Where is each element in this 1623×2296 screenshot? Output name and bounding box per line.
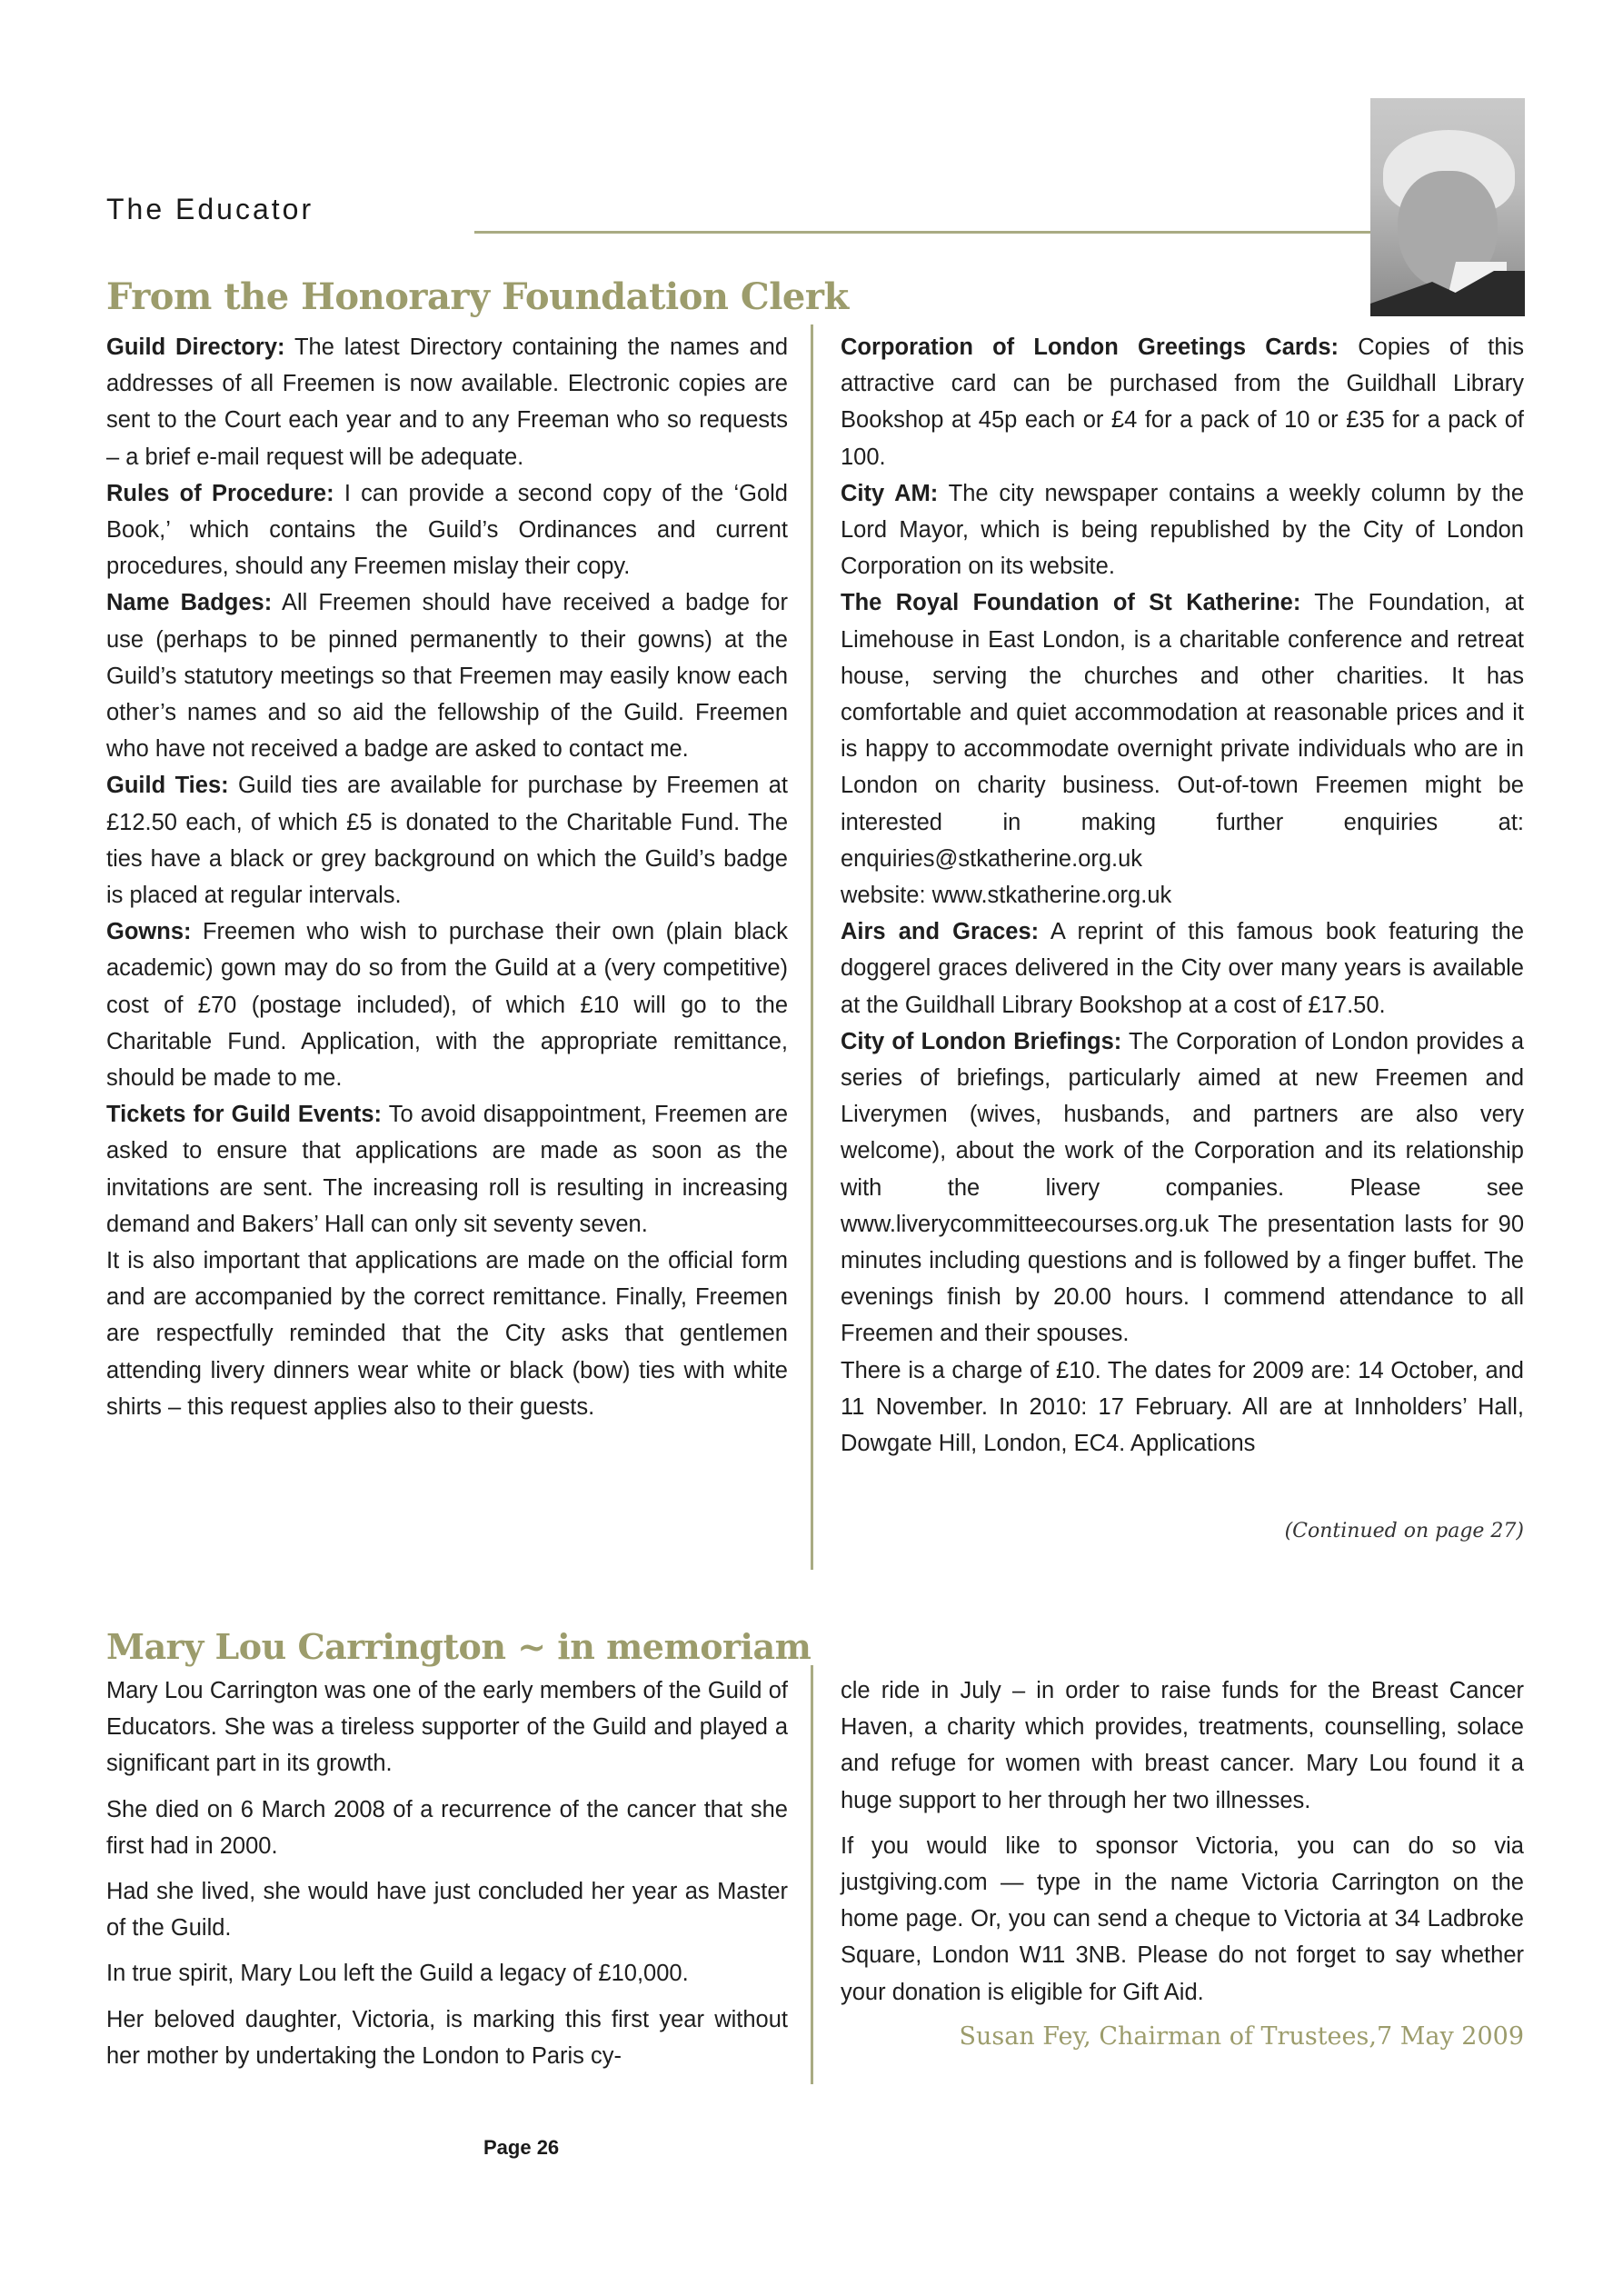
item-applications-note	[106, 1243, 788, 1425]
item-text: The Foundation, at Limehouse in East London, is a charitable conference and retreat house, serving the churches and other charities. It has comfortable and quiet accommodation at reasonable prices and it is happy to accommodate overnight private individuals who are in London on charity business. Out-of-town Freemen might be interested in making further enquiries at: enquiries@stkatherine.org.uk	[841, 590, 1525, 872]
memoriam-paragraph: cle ride in July – in order to raise funds for the Breast Cancer Haven, a charity which provides, treatments, counselling, solace and refuge for women with breast cancer. Mary Lou found it a huge support to her through her two illnesses.	[841, 1678, 1524, 1813]
item-text: All Freemen should have received a badge for use (perhaps to be pinned permanently to their gowns) at the Guild’s statutory meetings so that Freemen may easily know each other’s names and so aid the fellowship of the Guild. Freemen who have not received a badge are asked to contact me.	[106, 590, 788, 763]
item-text: website: www.stkatherine.org.uk	[841, 883, 1172, 909]
item-tickets	[106, 1096, 788, 1243]
item-heading: Corporation of London Greetings Cards:	[841, 334, 1339, 360]
item-website	[841, 877, 1524, 913]
item-name-badges	[106, 584, 788, 767]
item-airs-and-graces	[841, 913, 1524, 1023]
item-text: There is a charge of £10. The dates for 2009 are: 14 October, and 11 November. In 2010: 17 February. All are at Innholders’ Hall, Dowgate Hill, London, EC4. Applications	[841, 1357, 1524, 1457]
memoriam-paragraph: Her beloved daughter, Victoria, is marking this first year without her mother by undertaking the London to Paris cy-	[106, 2006, 788, 2069]
column-divider-2	[811, 1665, 813, 2084]
page-number: Page 26	[483, 2136, 560, 2159]
memoriam-paragraph: If you would like to sponsor Victoria, you can do so via justgiving.com — type in the name Victoria Carrington on the home page. Or, you can send a cheque to Victoria at 34 Ladbroke Square, London W11 3NB. Please do not forget to say whether your donation is eligible for Gift Aid.	[841, 1832, 1524, 2005]
item-heading: Tickets for Guild Events:	[106, 1102, 383, 1128]
item-charge-dates	[841, 1353, 1524, 1462]
memoriam-paragraph: Mary Lou Carrington was one of the early members of the Guild of Educators. She was a tireless supporter of the Guild and played a significant part in its growth.	[106, 1678, 788, 1777]
item-text: Freemen who wish to purchase their own (plain black academic) gown may do so from the Guild at a (very competitive) cost of £70 (postage included), of which £10 will go to the Charitable Fund. Application, with the appropriate remittance, should be made to me.	[106, 919, 788, 1092]
item-text: Guild ties are available for purchase by Freemen at £12.50 each, of which £5 is donated to the Charitable Fund. The ties have a black or grey background on which the Guild’s badge is placed at regular intervals.	[106, 773, 788, 909]
signature: Susan Fey, Chairman of Trustees,7 May 2009	[959, 2022, 1524, 2051]
item-heading: City of London Briefings:	[841, 1028, 1122, 1054]
author-photo	[1370, 98, 1525, 316]
item-guild-ties	[106, 767, 788, 913]
item-gowns	[106, 913, 788, 1096]
section-title-memoriam: Mary Lou Carrington ~ in memoriam	[106, 1625, 812, 1667]
masthead-title: The Educator	[106, 193, 314, 225]
item-heading: Airs and Graces:	[841, 919, 1040, 945]
item-text: The city newspaper contains a weekly column by the Lord Mayor, which is being republished by the City of London Corporation on its website.	[841, 480, 1524, 580]
item-heading: The Royal Foundation of St Katherine:	[841, 590, 1301, 616]
item-heading: Rules of Procedure:	[106, 480, 334, 506]
item-guild-directory	[106, 329, 788, 475]
item-city-briefings	[841, 1023, 1524, 1353]
column-divider-1	[811, 324, 813, 1570]
item-text: To avoid disappointment, Freemen are asked to ensure that applications are made as soon as the invitations are sent. The increasing roll is resulting in increasing demand and Bakers’ Hall can only sit seventy seven.	[106, 1102, 789, 1237]
item-heading: Gowns:	[106, 919, 192, 945]
item-greetings-cards	[841, 329, 1524, 475]
item-text: A reprint of this famous book featuring the doggerel graces delivered in the City over many years is available at the Guildhall Library Bookshop at a cost of £17.50.	[841, 919, 1525, 1018]
section-title-clerk: From the Honorary Foundation Clerk	[106, 275, 849, 318]
item-text: Copies of this attractive card can be purchased from the Guildhall Library Bookshop at 45p each or £4 for a pack of 10 or £35 for a pack of 100.	[841, 334, 1524, 470]
memoriam-paragraph: She died on 6 March 2008 of a recurrence of the cancer that she first had in 2000.	[106, 1796, 788, 1859]
item-heading: City AM:	[841, 480, 939, 506]
memoriam-right-column	[841, 1672, 1524, 2020]
clerk-right-column	[841, 329, 1524, 1462]
clerk-left-column	[106, 329, 788, 1425]
memoriam-left-column	[106, 1672, 788, 2083]
continued-note: (Continued on page 27)	[1284, 1520, 1524, 1542]
item-heading: Guild Ties:	[106, 773, 229, 799]
item-text: I can provide a second copy of the ‘Gold Book,’ which contains the Guild’s Ordinances and current procedures, should any Freemen mislay their copy.	[106, 480, 788, 580]
item-heading: Name Badges:	[106, 590, 273, 616]
item-city-am	[841, 475, 1524, 585]
item-text: It is also important that applications are made on the official form and are accompanied by the correct remittance. Finally, Freemen are respectfully reminded that the City asks that gentlemen attending livery dinners wear white or black (bow) ties with white shirts – this request applies also to their guests.	[106, 1248, 788, 1420]
item-text: The latest Directory containing the names and addresses of all Freemen is now available. Electronic copies are sent to the Court each year and to any Freeman who so requests – a brief e-mail request will be adequate.	[106, 334, 788, 470]
item-text: The Corporation of London provides a series of briefings, particularly aimed at new Freemen and Liverymen (wives, husbands, and partners are also very welcome), about the work of the Corporation and its relationship with the livery companies. Please see www.liverycommitteecourses.org.uk The presentation lasts for 90 minutes including questions and is followed by a finger buffet. The evenings finish by 20.00 hours. I commend attendance to all Freemen and their spouses.	[841, 1028, 1525, 1347]
item-royal-foundation	[841, 584, 1524, 877]
memoriam-paragraph: In true spirit, Mary Lou left the Guild a legacy of £10,000.	[106, 1961, 689, 1987]
item-heading: Guild Directory:	[106, 334, 285, 360]
item-rules-of-procedure	[106, 475, 788, 585]
header-rule	[474, 231, 1374, 234]
memoriam-paragraph: Had she lived, she would have just concluded her year as Master of the Guild.	[106, 1879, 788, 1942]
